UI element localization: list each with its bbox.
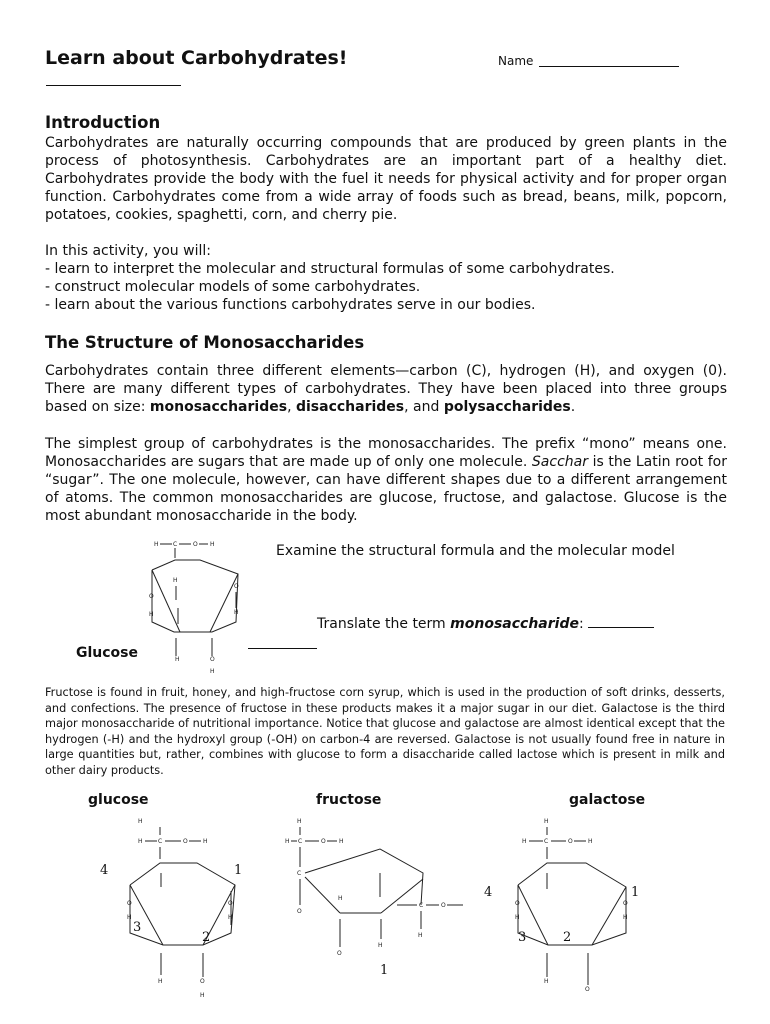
galactose-diagram xyxy=(480,815,650,1005)
atom-label: O xyxy=(234,583,239,590)
atom-label: H xyxy=(210,668,215,675)
structure-text: is the Latin root for “sugar”. The one molecule, however, can have different shapes due to a different arrangement of atoms. The common monosaccharides are glucose, fructose, and galactose. Glucose is the most abundant monosaccharide in the body. xyxy=(45,454,727,524)
diagram-label-fructose: fructose xyxy=(316,792,382,808)
atom-label: H xyxy=(138,818,143,825)
carbon-number: 1 xyxy=(380,963,389,978)
translate-answer-line[interactable] xyxy=(588,627,654,628)
atom-label: H xyxy=(210,541,215,548)
intro-heading: Introduction xyxy=(45,113,161,132)
intro-paragraph xyxy=(45,134,727,224)
atom-label: H xyxy=(522,838,527,845)
atom-label: O xyxy=(193,541,198,548)
fructose-paragraph-text: Fructose is found in fruit, honey, and high-fructose corn syrup, which is used in the production of soft drinks, desserts, and confections. The presence of fructose in these products makes it a major sugar in our diet. Galactose is the third major monosaccharide of nutritional importance. Notice that glucose and galactose are almost identical except that the hydrogen (-H) and the hydroxyl group (-OH) on carbon-4 are reversed. Galactose is not usually found free in nature in large quantities but, rather, combines with glucose to form a disaccharide called lactose which is present in milk and other dairy products. xyxy=(45,686,725,777)
atom-label: H xyxy=(285,838,290,845)
structure-heading: The Structure of Monosaccharides xyxy=(45,333,365,352)
structure-paragraph-1 xyxy=(45,362,727,416)
activity-item: - learn about the various functions carbohydrates serve in our bodies. xyxy=(45,297,536,313)
separator: , and xyxy=(404,399,444,415)
translate-term: monosaccharide xyxy=(450,616,579,632)
carbon-number: 3 xyxy=(133,920,142,935)
atom-label: H xyxy=(378,942,383,949)
atom-label: O xyxy=(200,978,205,985)
fructose-diagram xyxy=(285,815,475,985)
atom-label: H xyxy=(203,838,208,845)
atom-label: C xyxy=(419,902,424,909)
activity-list xyxy=(45,242,727,314)
structure-text: Carbohydrates contain three different elements—carbon (C), hydrogen (H), and oxygen (0). There are many different types of carbohydrates. They have been placed into three groups based on size: xyxy=(45,363,727,415)
atom-label: O xyxy=(337,950,342,957)
activity-item: - learn to interpret the molecular and structural formulas of some carbohydrates. xyxy=(45,261,615,277)
atom-label: O xyxy=(210,656,215,663)
atom-label: H xyxy=(149,611,154,618)
atom-label: O xyxy=(623,900,628,907)
atom-label: C xyxy=(298,838,303,845)
atom-label: H xyxy=(544,818,549,825)
glucose-diagram xyxy=(95,815,255,1005)
diagram-label-galactose: galactose xyxy=(569,792,646,808)
atom-label: C xyxy=(158,838,163,845)
translate-prompt xyxy=(317,616,654,632)
atom-label: C xyxy=(297,870,302,877)
atom-label: O xyxy=(228,900,233,907)
carbon-number: 3 xyxy=(518,930,527,945)
atom-label: H xyxy=(297,818,302,825)
atom-label: C xyxy=(544,838,549,845)
name-label: Name xyxy=(498,54,534,68)
title-underline xyxy=(46,85,181,86)
page-title: Learn about Carbohydrates! xyxy=(45,47,348,69)
atom-label: C xyxy=(173,541,178,548)
carbon-number: 4 xyxy=(100,863,109,878)
atom-label: O xyxy=(515,900,520,907)
term-disaccharides: disaccharides xyxy=(295,399,405,415)
carbon-number: 4 xyxy=(484,885,493,900)
atom-label: H xyxy=(175,656,180,663)
atom-label: H xyxy=(138,838,143,845)
atom-label: O xyxy=(297,908,302,915)
atom-label: H xyxy=(200,992,205,999)
atom-label: H xyxy=(338,895,343,902)
fructose-galactose-paragraph xyxy=(45,685,725,779)
atom-label: H xyxy=(623,914,628,921)
structure-text: The simplest group of carbohydrates is the monosaccharides. The prefix “mono” means one. Monosaccharides are sugars that are made up of only one molecule. xyxy=(45,436,727,470)
atom-label: H xyxy=(234,609,239,616)
atom-label: H xyxy=(127,914,132,921)
atom-label: H xyxy=(154,541,159,548)
activity-item: - construct molecular models of some carbohydrates. xyxy=(45,279,421,295)
atom-label: O xyxy=(127,900,132,907)
atom-label: O xyxy=(568,838,573,845)
period: . xyxy=(570,399,576,415)
atom-label: O xyxy=(585,986,590,993)
name-field-line[interactable] xyxy=(539,66,679,67)
translate-lead: Translate the term xyxy=(317,616,451,632)
activity-lead: In this activity, you will: xyxy=(45,243,211,259)
diagram-label-glucose: glucose xyxy=(88,792,149,808)
glucose-label: Glucose xyxy=(76,645,139,661)
term-sacchar: Sacchar xyxy=(531,454,588,470)
structure-paragraph-2 xyxy=(45,435,727,525)
carbon-number: 2 xyxy=(563,930,572,945)
atom-label: O xyxy=(183,838,188,845)
atom-label: H xyxy=(173,577,178,584)
carbon-number: 2 xyxy=(202,930,211,945)
atom-label: O xyxy=(441,902,446,909)
atom-label: H xyxy=(158,978,163,985)
translate-colon: : xyxy=(578,616,589,632)
carbon-number: 1 xyxy=(234,863,243,878)
term-polysaccharides: polysaccharides xyxy=(443,399,571,415)
intro-body: Carbohydrates are naturally occurring compounds that are produced by green plants in the process of photosynthesis. Carbohydrates are an important part of a healthy diet. Carbohydrates provide the body with the fuel it needs for physical activity and for proper organ function. Carbohydrates come from a wide array of foods such as bread, beans, milk, popcorn, potatoes, cookies, spaghetti, corn, and cherry pie. xyxy=(45,135,727,223)
glucose-structure-small xyxy=(140,528,260,678)
carbon-number: 1 xyxy=(631,885,640,900)
term-monosaccharides: monosaccharides xyxy=(149,399,288,415)
atom-label: H xyxy=(418,932,423,939)
atom-label: H xyxy=(339,838,344,845)
atom-label: H xyxy=(228,914,233,921)
atom-label: O xyxy=(149,593,154,600)
atom-label: O xyxy=(321,838,326,845)
examine-instruction: Examine the structural formula and the molecular model xyxy=(276,543,675,559)
atom-label: H xyxy=(544,978,549,985)
separator: , xyxy=(287,399,296,415)
atom-label: H xyxy=(515,914,520,921)
atom-label: H xyxy=(588,838,593,845)
